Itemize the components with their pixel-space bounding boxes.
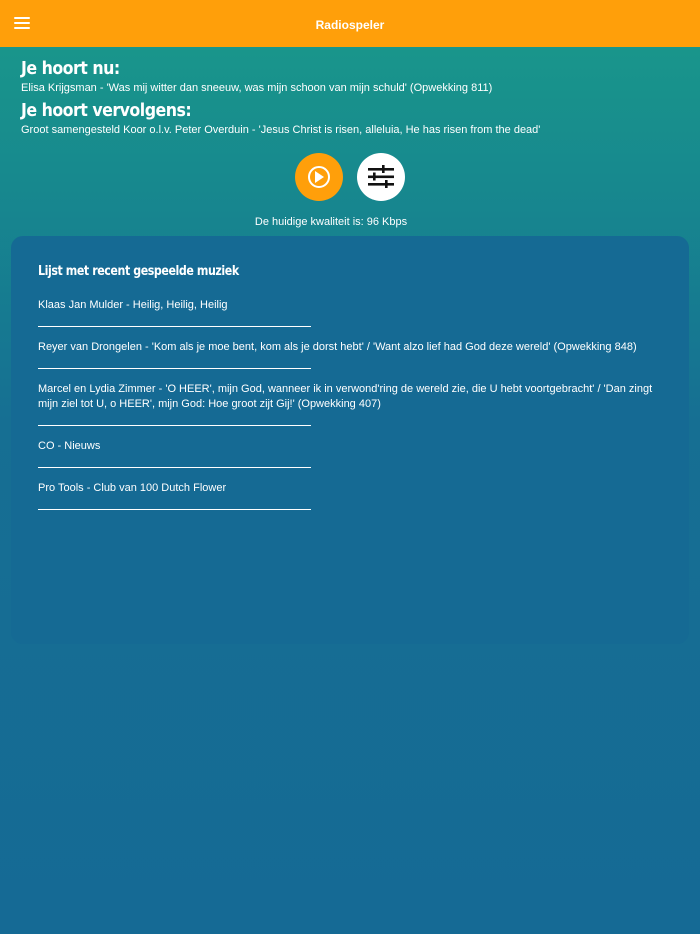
quality-settings-button[interactable] — [357, 153, 405, 201]
list-item[interactable]: Reyer van Drongelen - 'Kom als je moe bent, kom als je dorst hebt' / 'Want alzo lief had God deze wereld' (Opwekking 848) — [38, 340, 668, 369]
top-bar — [0, 0, 700, 47]
now-playing-heading: Je hoort nu: — [21, 58, 120, 79]
recent-played-card — [11, 236, 689, 644]
sliders-icon — [357, 153, 405, 201]
now-playing-section — [21, 58, 681, 142]
list-item[interactable]: CO - Nieuws — [38, 439, 668, 468]
quality-indicator — [0, 215, 700, 229]
now-playing-track: Elisa Krijgsman - 'Was mij witter dan sneeuw, was mijn schoon van mijn schuld' (Opwekking 811) — [21, 82, 493, 94]
list-item[interactable]: Klaas Jan Mulder - Heilig, Heilig, Heilig — [38, 298, 668, 327]
play-button[interactable] — [295, 153, 343, 201]
quality-text: De huidige kwaliteit is: 96 Kbps — [254, 216, 408, 228]
up-next-heading: Je hoort vervolgens: — [21, 100, 192, 121]
player-controls — [0, 153, 700, 203]
page-title: Radiospeler — [315, 17, 385, 32]
recent-played-list — [38, 298, 668, 523]
list-item[interactable]: Pro Tools - Club van 100 Dutch Flower — [38, 481, 668, 510]
hamburger-menu-icon[interactable] — [14, 14, 30, 34]
up-next-track: Groot samengesteld Koor o.l.v. Peter Overduin - 'Jesus Christ is risen, alleluia, He has risen from the dead' — [21, 124, 541, 136]
list-item[interactable]: Marcel en Lydia Zimmer - 'O HEER', mijn God, wanneer ik in verwond'ring de wereld zie, die U hebt voortgebracht' / 'Dan zingt mijn ziel tot U, o HEER', mijn God: Hoe groot zijt Gij!' (Opwekking 407) — [38, 382, 668, 426]
recent-played-heading: Lijst met recent gespeelde muziek — [38, 264, 239, 279]
